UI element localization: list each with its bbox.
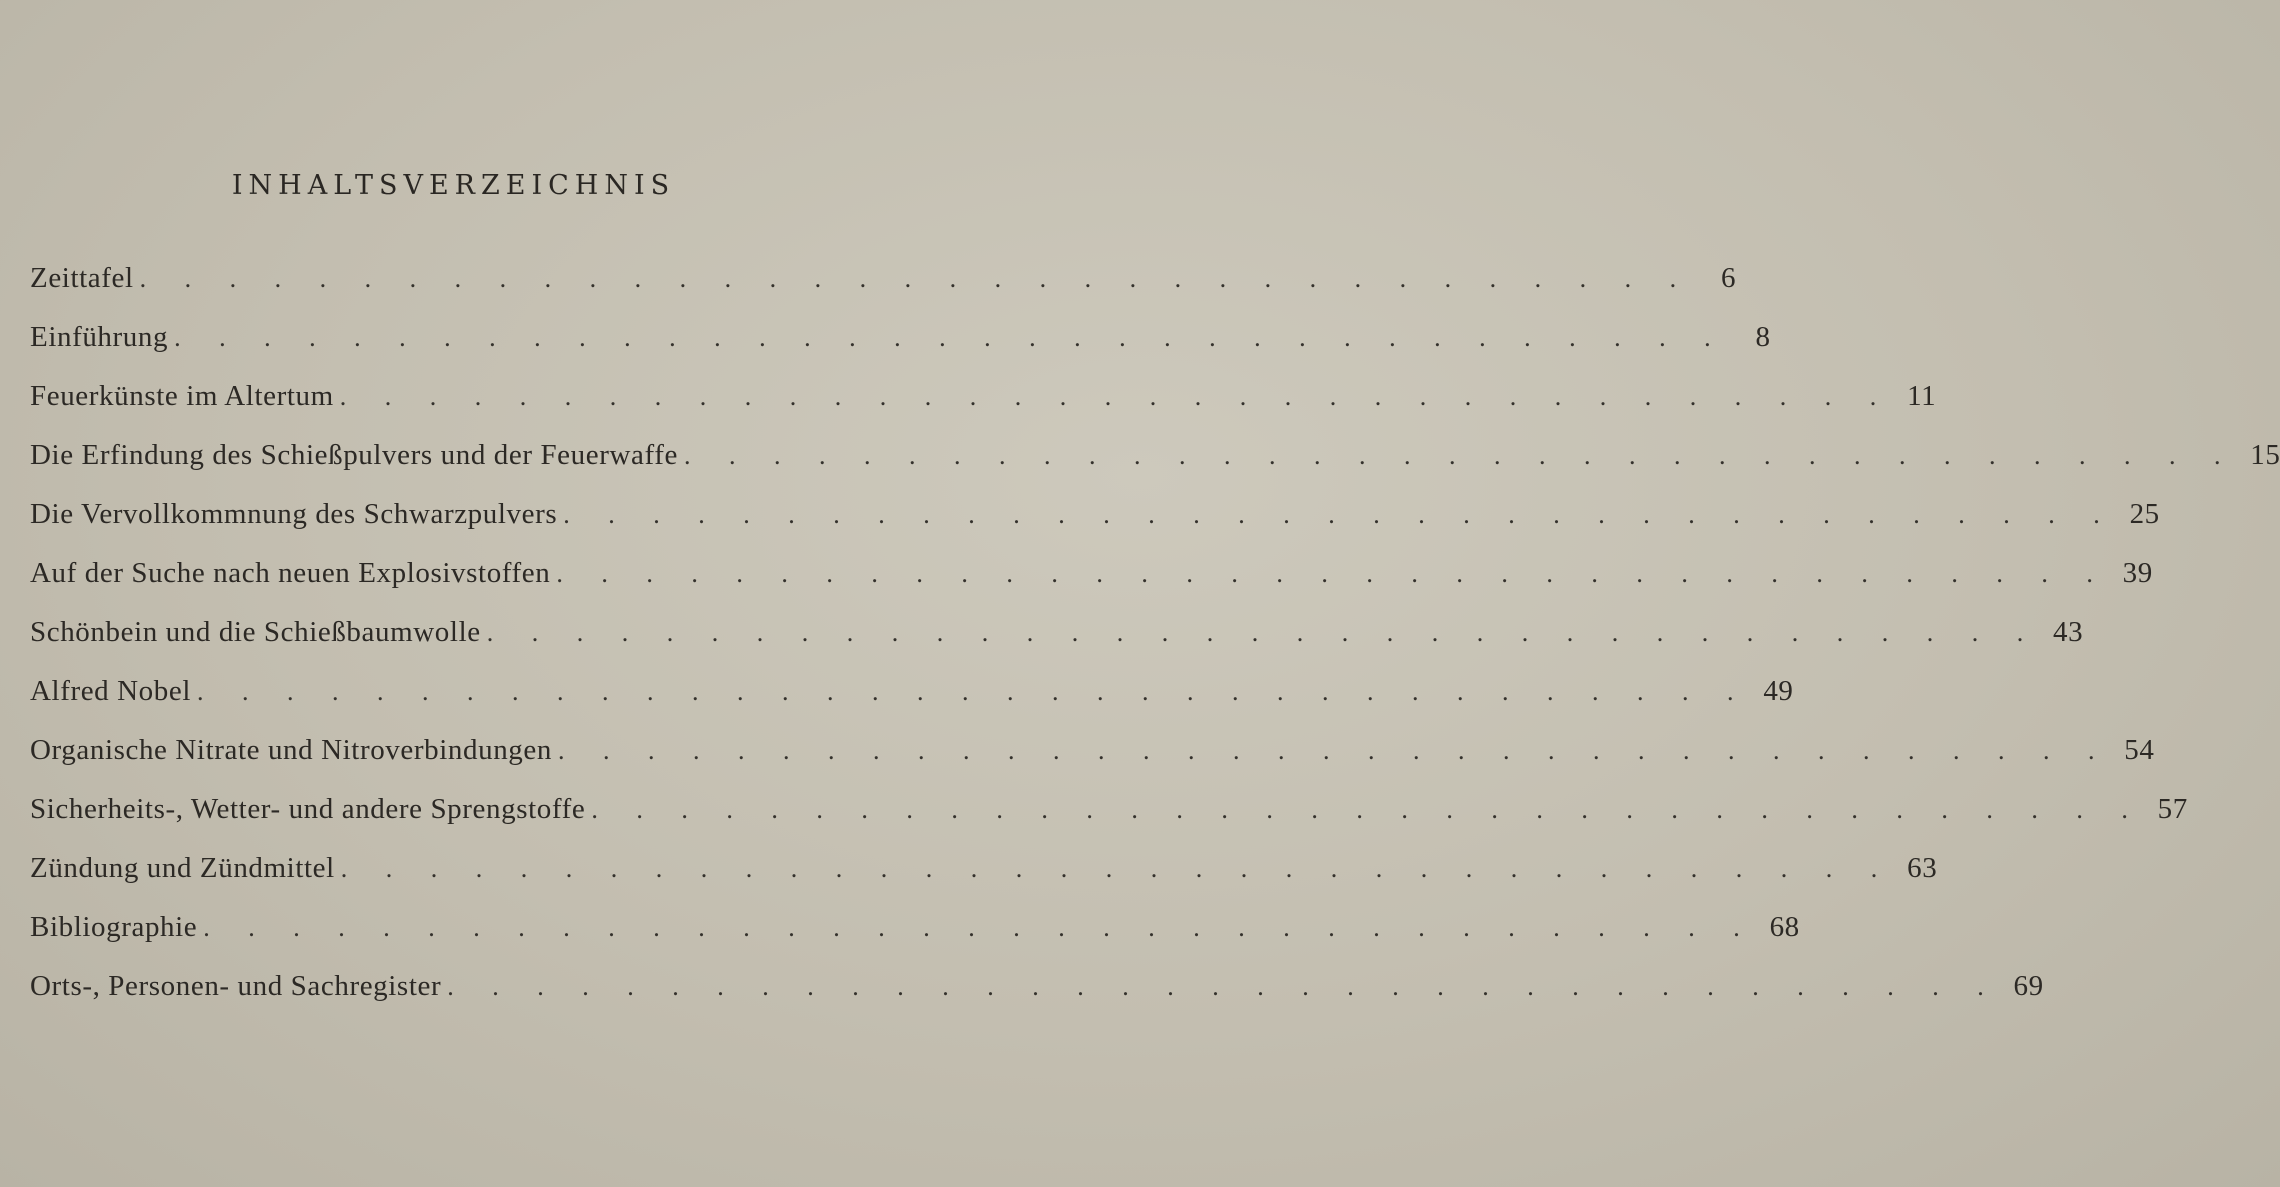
leader-dots: . . . . . . . . . . . . . . . . . . . . . . . . . . . . . . . . . . . xyxy=(683,441,2237,470)
toc-entry xyxy=(30,793,2188,852)
toc-entry-page: 25 xyxy=(2129,498,2160,530)
leader-dots: . . . . . . . . . . . . . . . . . . . . . . . . . . . . . . . . . . . xyxy=(203,913,1756,942)
toc-entry xyxy=(30,734,2155,793)
toc-entry xyxy=(30,439,2280,498)
toc-entry-label: Einführung xyxy=(30,321,169,353)
toc-entry-page: 43 xyxy=(2053,616,2084,648)
toc-entry-label: Orts-, Personen- und Sachregister xyxy=(30,970,442,1002)
toc-entry-label: Organische Nitrate und Nitroverbindungen xyxy=(30,734,552,766)
toc-entry-label: Die Erfindung des Schießpulvers und der Feuerwaffe xyxy=(30,439,678,471)
leader-dots: . . . . . . . . . . . . . . . . . . . . . . . . . . . . . . . . . . . xyxy=(447,972,2000,1001)
toc-entry-label: Alfred Nobel xyxy=(30,675,192,707)
toc-entry xyxy=(30,557,2153,616)
toc-entry xyxy=(30,970,2044,1029)
leader-dots: . . . . . . . . . . . . . . . . . . . . . . . . . . . . . . . . . . . xyxy=(563,500,2116,529)
toc-entry xyxy=(30,321,1771,380)
toc-entry xyxy=(30,380,1937,439)
leader-dots: . . . . . . . . . . . . . . . . . . . . . . . . . . . . . . . . . . . xyxy=(556,559,2109,588)
toc-entry-page: 15 xyxy=(2250,439,2280,471)
leader-dots: . . . . . . . . . . . . . . . . . . . . . . . . . . . . . . . . . . . xyxy=(139,264,1693,293)
toc-entry-page: 68 xyxy=(1769,911,1800,943)
toc-entry xyxy=(30,852,1938,911)
toc-entry-page: 39 xyxy=(2122,557,2153,589)
toc-entry xyxy=(30,616,2084,675)
leader-dots: . . . . . . . . . . . . . . . . . . . . . . . . . . . . . . . . . . . xyxy=(591,795,2144,824)
toc-entry-label: Zündung und Zündmittel xyxy=(30,852,335,884)
toc-entry xyxy=(30,498,2160,557)
toc-entry-label: Auf der Suche nach neuen Explosivstoffen xyxy=(30,557,551,589)
leader-dots: . . . . . . . . . . . . . . . . . . . . . . . . . . . . . . . . . . . xyxy=(557,736,2111,765)
toc-entry-label: Zeittafel xyxy=(30,262,134,294)
leader-dots: . . . . . . . . . . . . . . . . . . . . . . . . . . . . . . . . . . . xyxy=(340,854,1894,883)
leader-dots: . . . . . . . . . . . . . . . . . . . . . . . . . . . . . . . . . . . xyxy=(197,677,1750,706)
leader-dots: . . . . . . . . . . . . . . . . . . . . . . . . . . . . . . . . . . . xyxy=(339,382,1893,411)
leader-dots: . . . . . . . . . . . . . . . . . . . . . . . . . . . . . . . . . . . xyxy=(174,323,1727,352)
leader-dots: . . . . . . . . . . . . . . . . . . . . . . . . . . . . . . . . . . . xyxy=(486,618,2040,647)
toc-entry-page: 54 xyxy=(2124,734,2155,766)
toc-entry-label: Die Vervollkommnung des Schwarzpulvers xyxy=(30,498,558,530)
toc-entry xyxy=(30,911,1800,970)
toc-entry-label: Bibliographie xyxy=(30,911,198,943)
toc-list xyxy=(30,262,2280,1029)
toc-entry-label: Sicherheits-, Wetter- und andere Sprengstoffe xyxy=(30,793,586,825)
toc-entry xyxy=(30,675,1794,734)
toc-entry-label: Feuerkünste im Altertum xyxy=(30,380,334,412)
toc-entry-label: Schönbein und die Schießbaumwolle xyxy=(30,616,481,648)
toc-title: INHALTSVERZEICHNIS xyxy=(231,170,676,201)
toc-entry-page: 11 xyxy=(1907,380,1937,412)
toc-entry-page: 8 xyxy=(1755,321,1771,353)
toc-entry-page: 49 xyxy=(1763,675,1794,707)
toc-entry xyxy=(30,262,1737,321)
toc-entry-page: 6 xyxy=(1721,262,1737,294)
toc-entry-page: 63 xyxy=(1907,852,1938,884)
toc-entry-page: 69 xyxy=(2013,970,2044,1002)
toc-entry-page: 57 xyxy=(2157,793,2188,825)
